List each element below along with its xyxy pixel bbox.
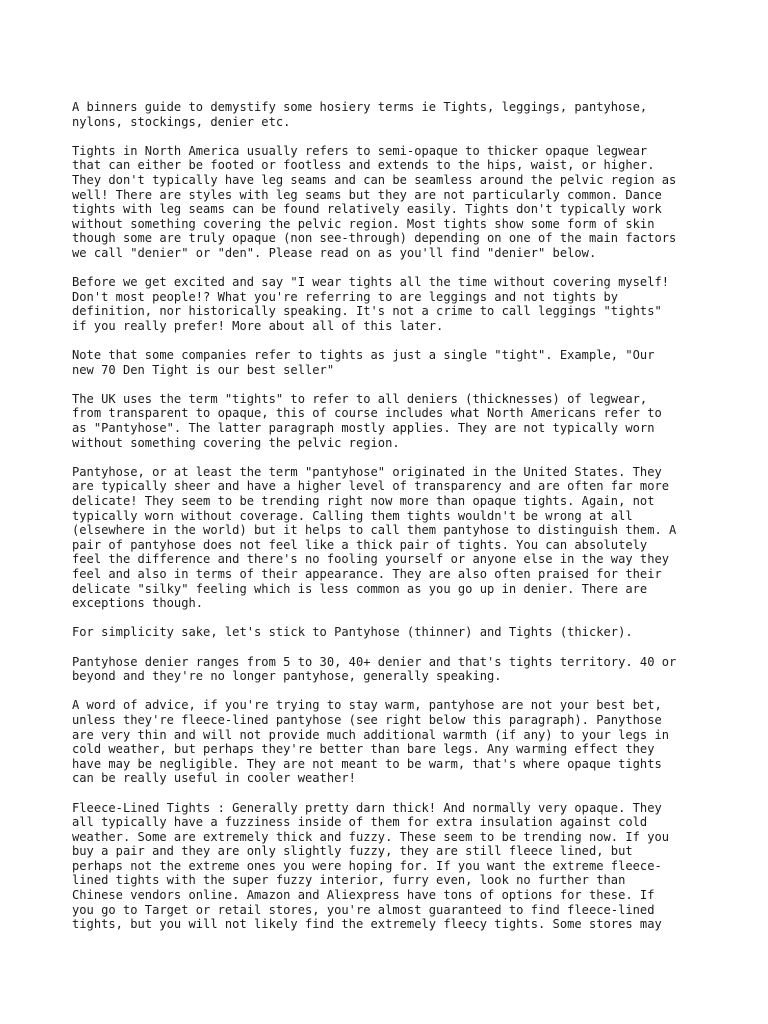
text-line: Pantyhose, or at least the term "pantyhose" originated in the United States. They bbox=[72, 464, 662, 479]
text-line: all typically have a fuzziness inside of them for extra insulation against cold bbox=[72, 815, 648, 830]
paragraph bbox=[72, 801, 728, 932]
paragraph bbox=[72, 465, 728, 611]
text-line: (elsewhere in the world) but it helps to call them pantyhose to distinguish them. A bbox=[72, 523, 677, 538]
text-line: tights, but you will not likely find the extremely fleecy tights. Some stores may bbox=[72, 917, 662, 932]
text-line: we call "denier" or "den". Please read on as you'll find "denier" below. bbox=[72, 245, 597, 260]
paragraph bbox=[72, 698, 728, 786]
text-line: exceptions though. bbox=[72, 596, 204, 611]
text-line: perhaps not the extreme ones you were hoping for. If you want the extreme fleece- bbox=[72, 858, 662, 873]
text-line: delicate! They seem to be trending right now more than opaque tights. Again, not bbox=[72, 494, 655, 509]
document-body bbox=[72, 100, 728, 932]
text-line: without something covering the pelvic region. Most tights show some form of skin bbox=[72, 216, 655, 231]
text-line: beyond and they're no longer pantyhose, generally speaking. bbox=[72, 669, 502, 684]
text-line: A word of advice, if you're trying to stay warm, pantyhose are not your best bet, bbox=[72, 698, 662, 713]
paragraph bbox=[72, 100, 728, 129]
text-line: definition, nor historically speaking. It's not a crime to call leggings "tights" bbox=[72, 304, 662, 319]
text-line: Tights in North America usually refers to semi-opaque to thicker opaque legwear bbox=[72, 143, 648, 158]
text-line: as "Pantyhose". The latter paragraph mostly applies. They are not typically worn bbox=[72, 421, 655, 436]
text-line: lined tights with the super fuzzy interior, furry even, look no further than bbox=[72, 873, 626, 888]
text-line: feel and also in terms of their appearance. They are also often praised for their bbox=[72, 567, 662, 581]
text-line: Don't most people!? What you're referring to are leggings and not tights by bbox=[72, 289, 619, 304]
text-line: Pantyhose denier ranges from 5 to 30, 40+ denier and that's tights territory. 40 or bbox=[72, 654, 677, 669]
text-line: unless they're fleece-lined pantyhose (see right below this paragraph). Panythose bbox=[72, 712, 662, 727]
text-line: weather. Some are extremely thick and fuzzy. These seem to be trending now. If you bbox=[72, 829, 670, 844]
text-line: buy a pair and they are only slightly fuzzy, they are still fleece lined, but bbox=[72, 844, 633, 859]
paragraph bbox=[72, 625, 728, 640]
text-line: They don't typically have leg seams and can be seamless around the pelvic region as bbox=[72, 172, 677, 187]
text-line: tights with leg seams can be found relatively easily. Tights don't typically work bbox=[72, 202, 662, 217]
text-line: Before we get excited and say "I wear tights all the time without covering myself! bbox=[72, 275, 670, 290]
text-line: if you really prefer! More about all of this later. bbox=[72, 318, 444, 333]
text-line: from transparent to opaque, this of course includes what North Americans refer to bbox=[72, 406, 662, 421]
text-line: have may be negligible. They are not meant to be warm, that's where opaque tights bbox=[72, 756, 662, 771]
text-line: are typically sheer and have a higher level of transparency and are often far more bbox=[72, 479, 670, 494]
paragraph bbox=[72, 392, 728, 450]
text-line: can be really useful in cooler weather! bbox=[72, 771, 356, 786]
paragraph bbox=[72, 275, 728, 333]
text-line: Chinese vendors online. Amazon and Aliexpress have tons of options for these. If bbox=[72, 888, 655, 903]
text-line: you go to Target or retail stores, you're almost guaranteed to find fleece-lined bbox=[72, 902, 655, 917]
text-line: without something covering the pelvic region. bbox=[72, 435, 400, 450]
text-line: For simplicity sake, let's stick to Pantyhose (thinner) and Tights (thicker). bbox=[72, 625, 633, 640]
paragraph bbox=[72, 348, 728, 377]
text-line: feel the difference and there's no fooling yourself or anyone else in the way they bbox=[72, 552, 670, 567]
text-line: well! There are styles with leg seams but they are not particularly common. Dance bbox=[72, 187, 662, 202]
text-line: Note that some companies refer to tights as just a single "tight". Example, "Our bbox=[72, 348, 655, 363]
paragraph bbox=[72, 144, 728, 261]
text-line: Fleece-Lined Tights : Generally pretty darn thick! And normally very opaque. They bbox=[72, 800, 662, 815]
paragraph bbox=[72, 655, 728, 684]
text-line: though some are truly opaque (non see-through) depending on one of the main factors bbox=[72, 231, 677, 246]
text-line: nylons, stockings, denier etc. bbox=[72, 114, 291, 129]
text-line: cold weather, but perhaps they're better than bare legs. Any warming effect they bbox=[72, 742, 655, 757]
text-line: The UK uses the term "tights" to refer to all deniers (thicknesses) of legwear, bbox=[72, 391, 648, 406]
text-line: that can either be footed or footless and extends to the hips, waist, or higher. bbox=[72, 158, 655, 173]
text-line: new 70 Den Tight is our best seller" bbox=[72, 362, 335, 377]
text-line: A binners guide to demystify some hosiery terms ie Tights, leggings, pantyhose, bbox=[72, 100, 648, 114]
text-line: pair of pantyhose does not feel like a thick pair of tights. You can absolutely bbox=[72, 537, 648, 552]
text-line: typically worn without coverage. Calling them tights wouldn't be wrong at all bbox=[72, 508, 633, 523]
text-line: delicate "silky" feeling which is less common as you go up in denier. There are bbox=[72, 581, 648, 596]
text-line: are very thin and will not provide much additional warmth (if any) to your legs in bbox=[72, 727, 670, 742]
